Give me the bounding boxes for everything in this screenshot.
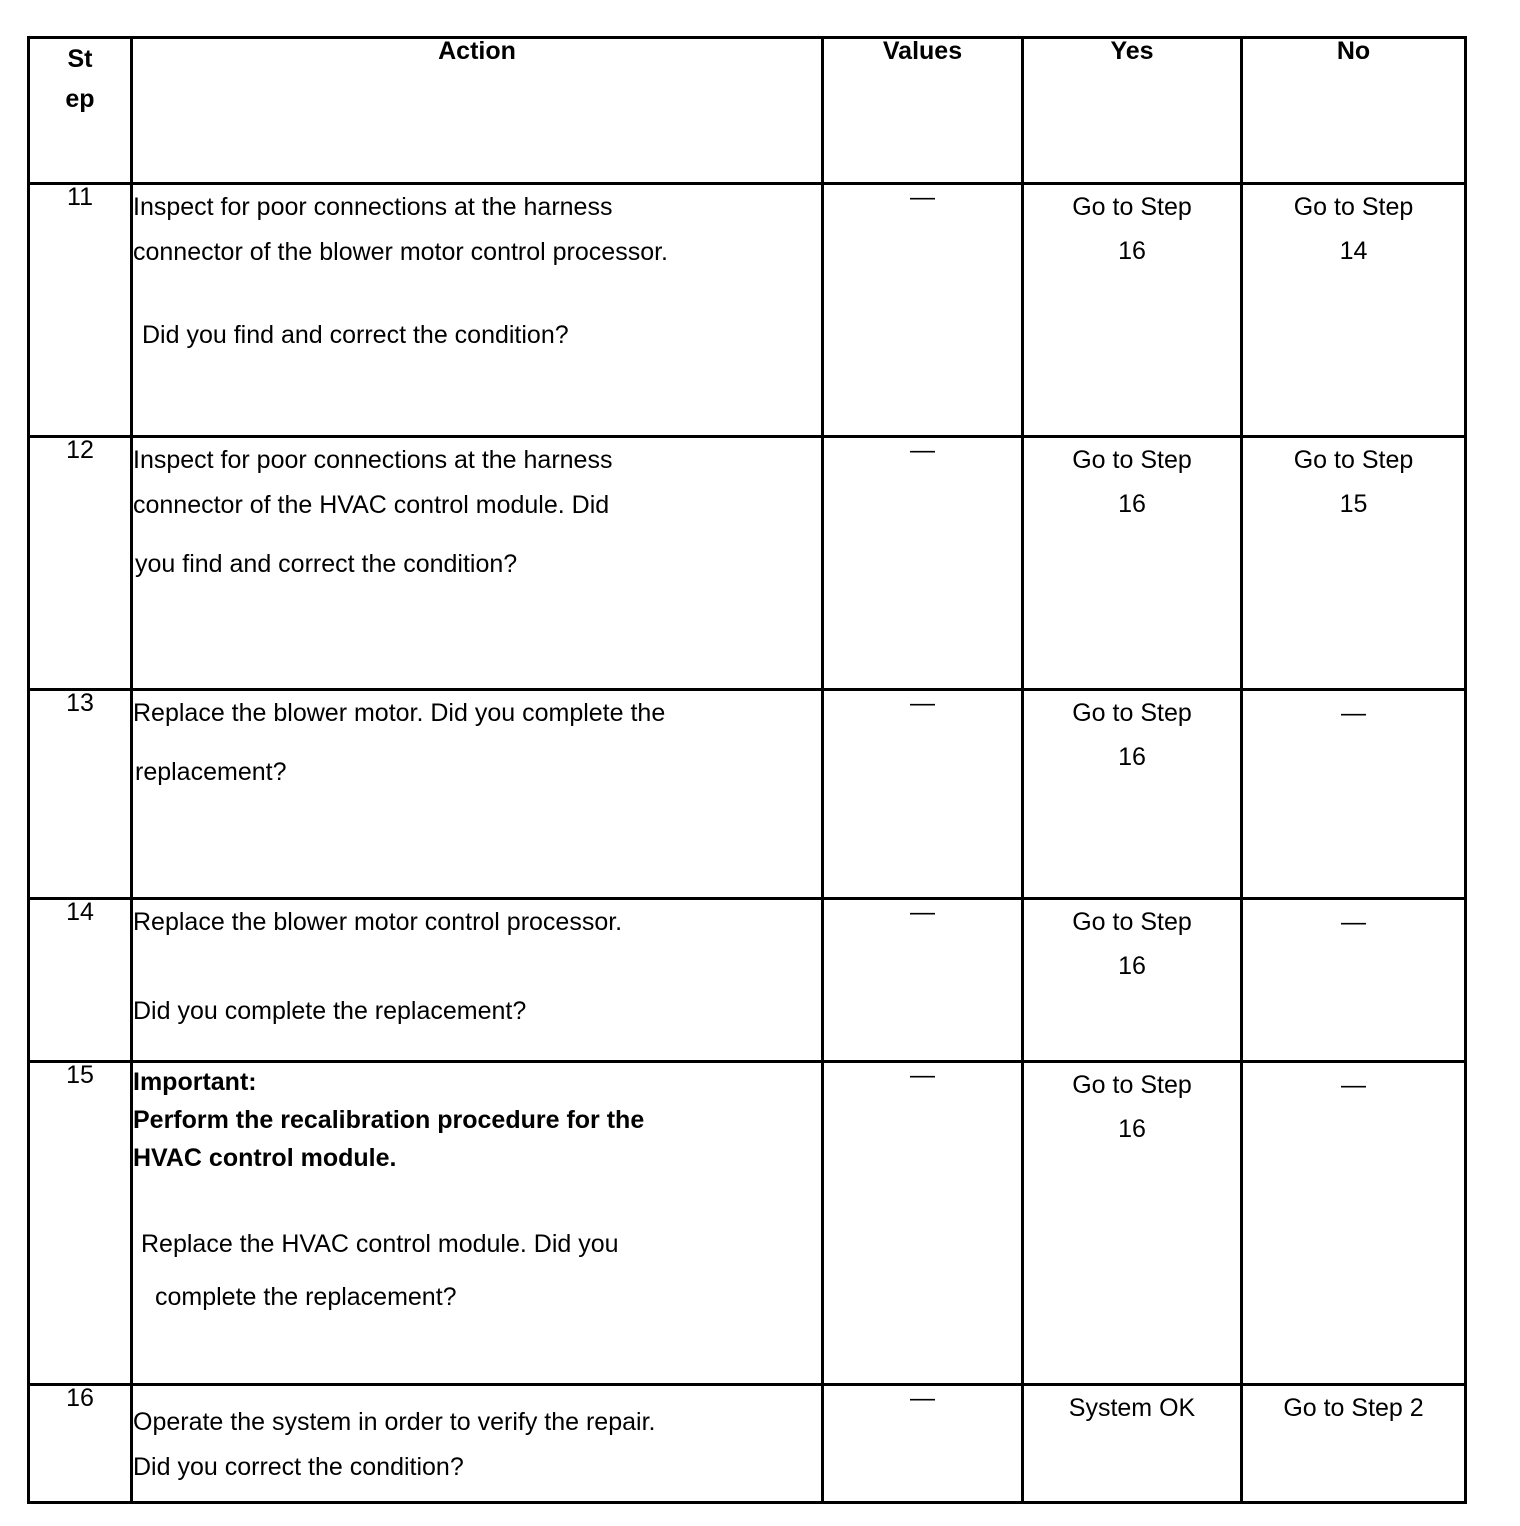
diagnostic-table (27, 36, 1467, 1504)
step-number: 14 (29, 899, 132, 1062)
action-line: Replace the blower motor control processor. (133, 908, 623, 936)
action-question: complete the replacement? (155, 1283, 457, 1311)
table-row (29, 1385, 1466, 1503)
no-cell: — (1242, 690, 1466, 899)
yes-cell: Go to Step 16 (1023, 690, 1242, 899)
no-cell: Go to Step 15 (1242, 437, 1466, 690)
action-line: Inspect for poor connections at the harness (133, 446, 613, 474)
important-line: Perform the recalibration procedure for the (133, 1106, 645, 1134)
action-cell (132, 184, 823, 437)
step-number: 12 (29, 437, 132, 690)
action-cell (132, 690, 823, 899)
table-row (29, 184, 1466, 437)
table-row (29, 1062, 1466, 1385)
no-cell: — (1242, 899, 1466, 1062)
yes-cell: Go to Step 16 (1023, 184, 1242, 437)
action-cell (132, 437, 823, 690)
header-row (29, 38, 1466, 184)
table-row (29, 437, 1466, 690)
yes-cell: System OK (1023, 1385, 1242, 1503)
header-values: Values (823, 38, 1023, 184)
no-cell: Go to Step 14 (1242, 184, 1466, 437)
action-line: Replace the HVAC control module. Did you (141, 1230, 619, 1258)
action-question: Did you find and correct the condition? (142, 321, 569, 349)
header-step: St ep (29, 38, 132, 184)
important-line: HVAC control module. (133, 1144, 397, 1172)
values-cell: — (823, 437, 1023, 690)
action-line: connector of the blower motor control processor. (133, 238, 668, 266)
no-cell: — (1242, 1062, 1466, 1385)
yes-cell: Go to Step 16 (1023, 1062, 1242, 1385)
yes-cell: Go to Step 16 (1023, 437, 1242, 690)
header-no: No (1242, 38, 1466, 184)
step-number: 16 (29, 1385, 132, 1503)
step-number: 13 (29, 690, 132, 899)
action-cell (132, 1385, 823, 1503)
values-cell: — (823, 690, 1023, 899)
action-line: Replace the blower motor. Did you complete the (133, 699, 666, 727)
action-cell (132, 1062, 823, 1385)
table-row (29, 690, 1466, 899)
action-question: you find and correct the condition? (135, 550, 518, 578)
values-cell: — (823, 1062, 1023, 1385)
values-cell: — (823, 1385, 1023, 1503)
action-cell (132, 899, 823, 1062)
header-yes: Yes (1023, 38, 1242, 184)
values-cell: — (823, 184, 1023, 437)
values-cell: — (823, 899, 1023, 1062)
action-question: Did you complete the replacement? (133, 997, 527, 1025)
header-action: Action (132, 38, 823, 184)
step-number: 15 (29, 1062, 132, 1385)
action-line: connector of the HVAC control module. Did (133, 491, 610, 519)
important-label: Important: (133, 1068, 257, 1096)
action-question: Did you correct the condition? (133, 1453, 464, 1481)
no-cell: Go to Step 2 (1242, 1385, 1466, 1503)
step-number: 11 (29, 184, 132, 437)
action-question: replacement? (135, 758, 287, 786)
action-line: Inspect for poor connections at the harness (133, 193, 613, 221)
table-row (29, 899, 1466, 1062)
action-line: Operate the system in order to verify the repair. (133, 1408, 656, 1436)
yes-cell: Go to Step 16 (1023, 899, 1242, 1062)
